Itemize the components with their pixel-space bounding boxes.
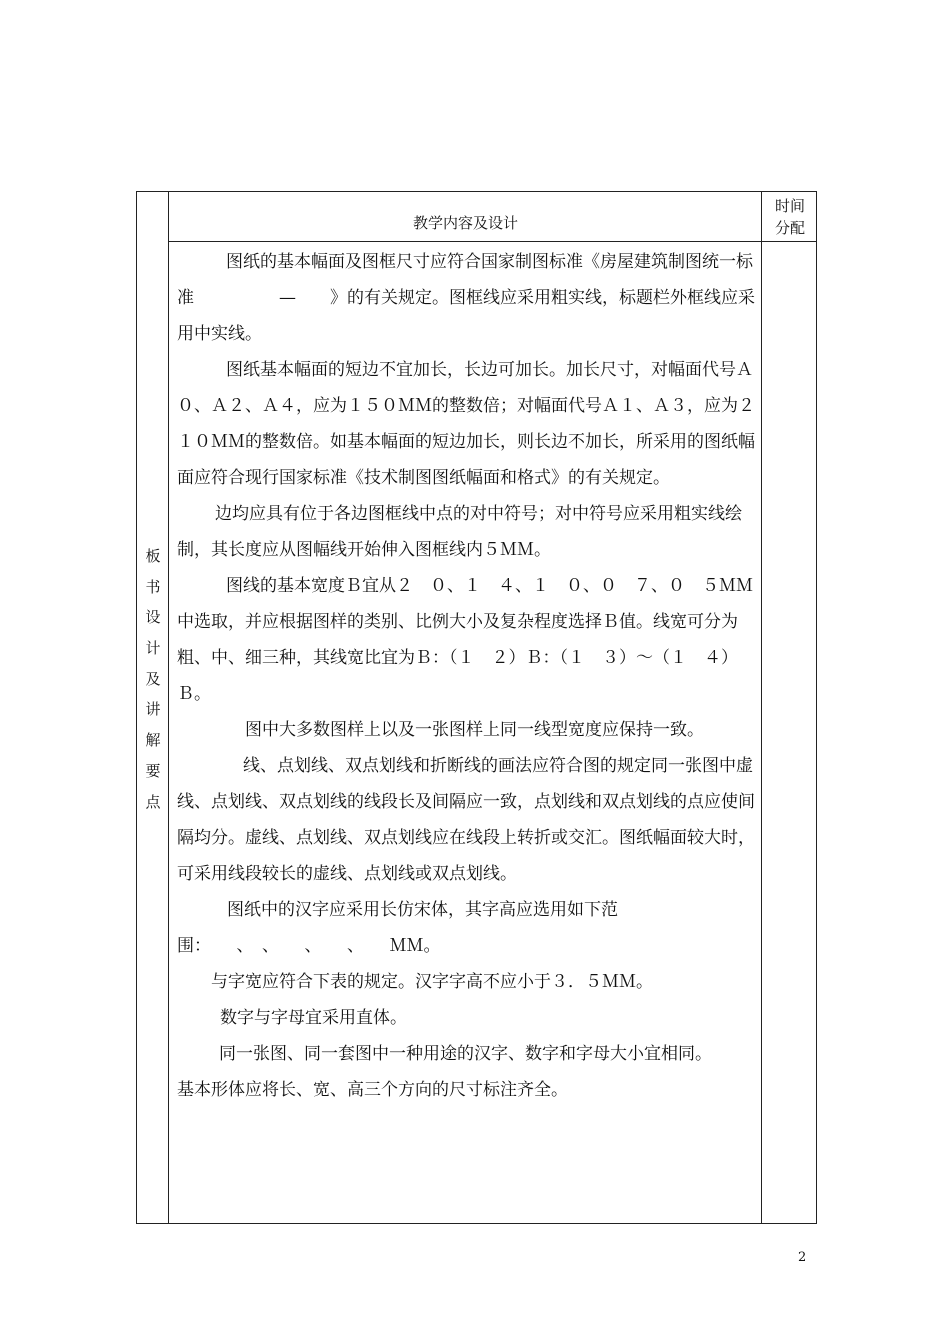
paragraph-chinese-font: 图纸中的汉字应采用长仿宋体，其字高应选用如下范围： 、 、 、 、 ＭＭ。 <box>177 900 618 956</box>
paragraph-sheet-extension: 图纸基本幅面的短边不宜加长，长边可加长。加长尺寸，对幅面代号Ａ０、Ａ２、Ａ４，应为１５０ＭＭ的整数倍；对幅面代号Ａ１、Ａ３，应为２１０ＭＭ的整数倍。如基本幅面的短边加长，则长边不加长，所采用的图纸幅面应符合现行国家标准《技术制图图纸幅面和格式》的有关规定。 <box>177 360 755 488</box>
header-time-line-1: 时间 <box>774 197 805 215</box>
paragraph-upright-letters: 数字与字母宜采用直体。 <box>220 1008 407 1028</box>
paragraph-uniform-size: 同一张图、同一套图中一种用途的汉字、数字和字母大小宜相同。 <box>219 1044 712 1064</box>
label-char: 解 <box>145 731 161 750</box>
paragraph-line-consistency: 图中大多数图样上以及一张图样上同一线型宽度应保持一致。 <box>245 720 704 740</box>
label-char: 书 <box>145 577 161 596</box>
paragraph-character-width: 与字宽应符合下表的规定。汉字字高不应小于３．５ＭＭ。 <box>211 972 653 992</box>
paragraph-line-types: 线、点划线、双点划线和折断线的画法应符合图的规定同一张图中虚线、点划线、双点划线的线段长及间隔应一致，点划线和双点划线的点应使间隔均分。虚线、点划线、双点划线应在线段上转折或交汇。图纸幅面较大时，可采用线段较长的虚线、点划线或双点划线。 <box>177 756 755 884</box>
header-time-line-2: 分配 <box>774 219 805 237</box>
paragraph-dimensioning: 基本形体应将长、宽、高三个方向的尺寸标注齐全。 <box>177 1080 568 1100</box>
label-char: 讲 <box>145 700 161 719</box>
column-divider-right <box>761 192 762 1223</box>
teaching-content <box>177 244 756 1108</box>
paragraph-line-width: 图线的基本宽度Ｂ宜从２ ０、１ ４、１ ０、０ ７、０ ５ＭＭ中选取，并应根据图样的类别、比例大小及复杂程度选择Ｂ值。线宽可分为粗、中、细三种，其线宽比宜为Ｂ：（１ ２）Ｂ：（１ ３）～（１ ４）Ｂ。 <box>177 576 753 704</box>
label-char: 板 <box>145 547 161 565</box>
header-divider <box>168 241 816 242</box>
label-char: 点 <box>145 792 161 811</box>
header-content-title: 教学内容及设计 <box>412 214 518 232</box>
content-table <box>136 191 817 1224</box>
label-char: 及 <box>145 669 161 688</box>
label-char: 设 <box>145 608 161 627</box>
paragraph-drawing-sheet-size: 图纸的基本幅面及图框尺寸应符合国家制图标准《房屋建筑制图统一标准 — 》的有关规定。图框线应采用粗实线，标题栏外框线应采用中实线。 <box>177 252 755 344</box>
label-char: 计 <box>145 639 161 658</box>
board-design-label <box>137 541 169 817</box>
header-time-title <box>762 192 818 241</box>
label-char: 要 <box>145 761 161 780</box>
paragraph-centering-marks: 边均应具有位于各边图框线中点的对中符号；对中符号应采用粗实线绘制，其长度应从图幅线开始伸入图框线内５ＭＭ。 <box>177 504 742 560</box>
page-number: 2 <box>798 1250 807 1265</box>
